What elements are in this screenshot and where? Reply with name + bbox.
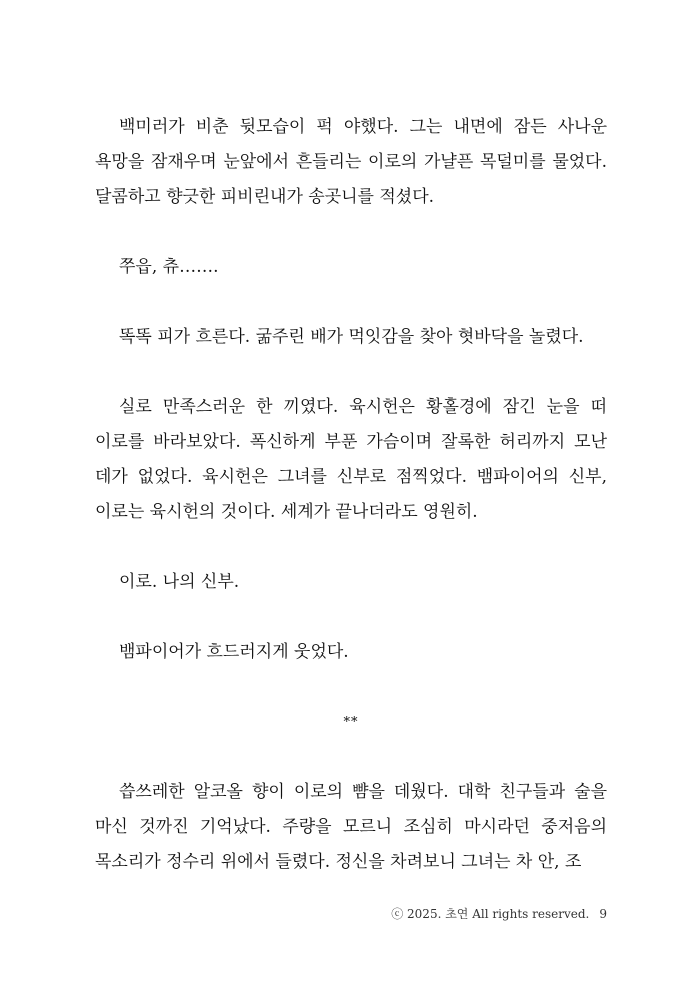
paragraph: 실로 만족스러운 한 끼였다. 육시헌은 황홀경에 잠긴 눈을 떠 이로를 바라보았다. 폭신하게 부푼 가슴이며 잘록한 허리까지 모난 데가 없었다. 육시헌은 그녀를 신부로 점찍었다. 뱀파이어의 신부, 이로는 육시헌의 것이다. 세계가 끝나더라도 영원히. — [95, 397, 607, 522]
paragraph: 뱀파이어가 흐드러지게 웃었다. — [119, 642, 349, 662]
paragraph: 백미러가 비춘 뒷모습이 퍽 야했다. 그는 내면에 잠든 사나운 욕망을 잠재우며 눈앞에서 흔들리는 이로의 가냘픈 목덜미를 물었다. 달콤하고 향긋한 피비린내가 송곳니를 적셨다. — [95, 117, 607, 207]
page-footer — [391, 905, 607, 922]
page-number: 9 — [599, 907, 607, 921]
copyright-notice: ⓒ 2025. 초연 All rights reserved. — [391, 907, 590, 921]
paragraph: 똑똑 피가 흐른다. 굶주린 배가 먹잇감을 찾아 혓바닥을 놀렸다. — [119, 327, 584, 347]
paragraph: 씁쓰레한 알코올 향이 이로의 뺨을 데웠다. 대학 친구들과 술을 마신 것까진 기억났다. 주량을 모르니 조심히 마시라던 중저음의 목소리가 정수리 위에서 들렸다. 정신을 차려보니 그녀는 차 안, 조 — [95, 782, 607, 872]
paragraph: 이로. 나의 신부. — [119, 572, 240, 592]
paragraph: 쭈읍, 츄……. — [119, 257, 219, 277]
scene-separator: ** — [343, 715, 359, 730]
body-text — [95, 110, 607, 915]
